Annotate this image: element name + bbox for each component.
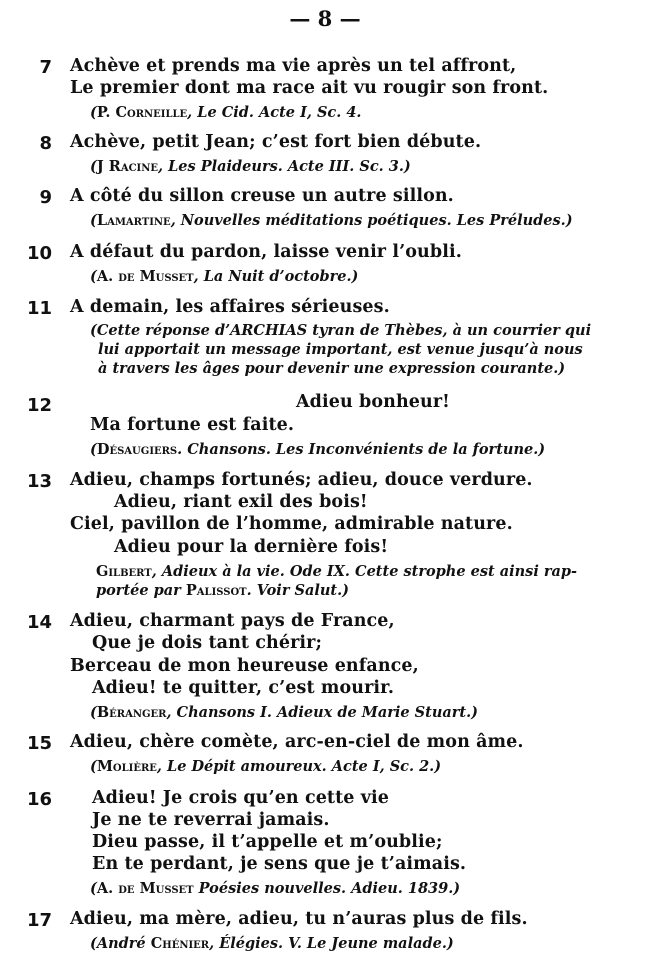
verse-line: Achève, petit Jean; c’est fort bien débute. — [70, 132, 482, 152]
verse-title: Adieu bonheur! — [296, 392, 450, 412]
author-name: A. de Musset — [96, 268, 194, 285]
verse-line: Adieu, riant exil des bois! — [114, 492, 368, 512]
verse-line: Adieu! te quitter, c’est mourir. — [92, 678, 395, 698]
verse-line: A défaut du pardon, laisse venir l’oubli. — [70, 242, 462, 262]
author-name: P. Corneille — [96, 104, 188, 121]
citation: (A. de Musset Poésies nouvelles. Adieu. 1839.) — [90, 880, 461, 897]
citation-continued: portée par Palissot. Voir Salut.) — [96, 582, 350, 599]
citation: (Désaugiers. Chansons. Les Inconvénients de la fortune.) — [90, 441, 546, 458]
author-name: Gilbert — [96, 563, 152, 580]
entry-number: 16 — [26, 789, 52, 810]
entry-number: 15 — [26, 733, 52, 754]
author-name: Molière — [96, 758, 157, 775]
citation-line: (Cette réponse d’ARCHIAS tyran de Thèbes, à un courrier qui — [90, 322, 592, 339]
author-name: Chénier — [150, 935, 210, 952]
citation: (A. de Musset, La Nuit d’octobre.) — [90, 268, 359, 285]
citation: (J Racine, Les Plaideurs. Acte III. Sc. 3.) — [90, 158, 411, 175]
verse-line: Dieu passe, il t’appelle et m’oublie; — [92, 832, 443, 852]
verse-line: Ma fortune est faite. — [90, 415, 295, 435]
verse-line: Berceau de mon heureuse enfance, — [70, 656, 419, 676]
citation: (André Chénier, Élégies. V. Le Jeune malade.) — [90, 935, 454, 952]
author-name: J Racine — [96, 158, 158, 175]
verse-line: Je ne te reverrai jamais. — [92, 810, 330, 830]
verse-line: Adieu! Je crois qu’en cette vie — [92, 788, 389, 808]
entry-number: 8 — [39, 133, 52, 154]
verse-line: En te perdant, je sens que je t’aimais. — [92, 854, 467, 874]
citation: (Lamartine, Nouvelles méditations poétiques. Les Préludes.) — [90, 212, 573, 229]
citation: (P. Corneille, Le Cid. Acte I, Sc. 4. — [90, 104, 362, 121]
verse-line: Adieu, champs fortunés; adieu, douce verdure. — [70, 470, 533, 490]
verse-line: A côté du sillon creuse un autre sillon. — [70, 186, 454, 206]
verse-line: Adieu, ma mère, adieu, tu n’auras plus de fils. — [70, 909, 528, 929]
entry-number: 12 — [26, 395, 52, 416]
citation: (Molière, Le Dépit amoureux. Acte I, Sc. 2.) — [90, 758, 442, 775]
author-name: Palissot — [185, 582, 247, 599]
citation: (Béranger, Chansons I. Adieux de Marie Stuart.) — [90, 704, 479, 721]
entry-number: 7 — [39, 57, 52, 78]
page-number: — 8 — — [289, 6, 361, 31]
citation-line: à travers les âges pour devenir une expression courante.) — [98, 360, 566, 377]
verse-line: Le premier dont ma race ait vu rougir son front. — [70, 78, 549, 98]
author-name: Lamartine — [96, 212, 171, 229]
entry-number: 13 — [26, 471, 52, 492]
entry-number: 10 — [26, 243, 52, 264]
author-name: Désaugiers — [96, 441, 178, 458]
verse-line: Achève et prends ma vie après un tel affront, — [70, 56, 517, 76]
verse-line: Adieu pour la dernière fois! — [114, 537, 389, 557]
entry-number: 17 — [26, 910, 52, 931]
verse-line: Que je dois tant chérir; — [92, 633, 323, 653]
verse-line: Adieu, chère comète, arc-en-ciel de mon âme. — [70, 732, 524, 752]
author-name: A. de Musset — [96, 880, 194, 897]
verse-line: A demain, les affaires sérieuses. — [70, 297, 390, 317]
author-name: Béranger — [96, 704, 167, 721]
entry-number: 11 — [26, 298, 52, 319]
verse-line: Adieu, charmant pays de France, — [70, 611, 395, 631]
entry-number: 14 — [26, 612, 52, 633]
citation-line: lui apportait un message important, est venue jusqu’à nous — [98, 341, 583, 358]
verse-line: Ciel, pavillon de l’homme, admirable nature. — [70, 514, 513, 534]
entry-number: 9 — [39, 187, 52, 208]
citation: Gilbert, Adieux à la vie. Ode IX. Cette strophe est ainsi rap- — [96, 563, 578, 580]
